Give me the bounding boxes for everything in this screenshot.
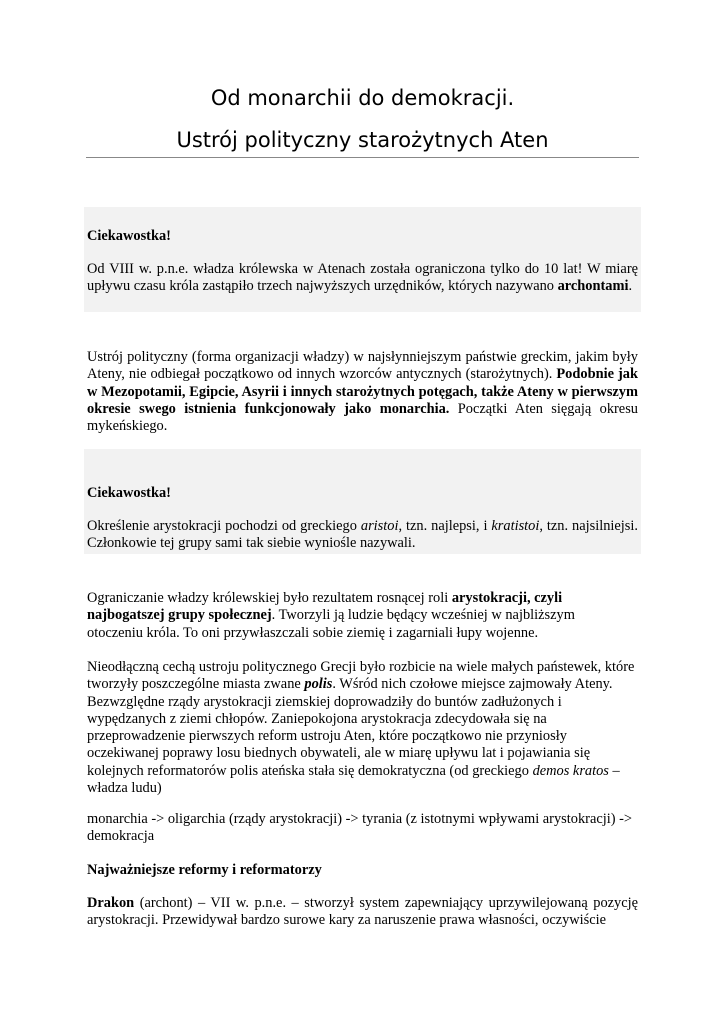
paragraph-aristocracy: Ograniczanie władzy królewskiej było rezultatem rosnącej roli arystokracji, czyli najbogatszej grupy społecznej. Tworzyli ją ludzie będący wcześniej w najbliższym otoczeniu króla. To oni przywłaszczali sobie ziemię i zagarniali łupy wojenne. — [87, 590, 575, 641]
fun-fact-box-2 — [84, 449, 641, 554]
fun-fact-text-1: Od VIII w. p.n.e. władza królewska w Atenach została ograniczona tylko do 10 lat! W miarę upływu czasu króla zastąpiło trzech najwyższych urzędników, których nazywano archontami. — [87, 261, 638, 295]
paragraph-drakon: Drakon (archont) – VII w. p.n.e. – stworzył system zapewniający uprzywilejowaną pozycję arystokracji. Przewidywał bardzo surowe kary za naruszenie prawa własności, oczywiście — [87, 895, 638, 929]
paragraph-monarchy: Ustrój polityczny (forma organizacji władzy) w najsłynniejszym państwie greckim, jakim były Ateny, nie odbiegał początkowo od innych wzorców antycznych (starożytnych). Podobnie jak w Mezopotamii, Egipcie, Asyrii i innych starożytnych potęgach, także Ateny w pierwszym okresie swego istnienia funkcjonowały jako monarchia. Początki Aten sięgają okresu mykeńskiego. — [87, 349, 638, 435]
title-block — [86, 84, 639, 158]
fun-fact-box-1 — [84, 207, 641, 312]
paragraph-polis: Nieodłączną cechą ustroju politycznego Grecji było rozbicie na wiele małych państewek, które tworzyły poszczególne miasta zwane polis. Wśród nich czołowe miejsce zajmowały Ateny. Bezwzględne rządy arystokracji ziemskiej doprowadziły do buntów zadłużonych i wypędzanych z ziemi chłopów. Zaniepokojona arystokracja zdecydowała się na przeprowadzenie pierwszych reform ustroju Aten, które początkowo nie przyniosły oczekiwanej poprawy losu biednych obywateli, ale w miarę upływu lat i pojawiania się kolejnych reformatorów polis ateńska stała się demokratyczna (od greckiego demos kratos – władza ludu) — [87, 659, 635, 797]
paragraph-government-sequence: monarchia -> oligarchia (rządy arystokracji) -> tyrania (z istotnymi wpływami arystokracji) -> demokracja — [87, 811, 633, 845]
fun-fact-text-2: Określenie arystokracji pochodzi od greckiego aristoi, tzn. najlepsi, i kratistoi, tzn. najsilniejsi. Członkowie tej grupy sami tak siebie wyniośle nazywali. — [87, 518, 638, 552]
section-heading-reforms: Najważniejsze reformy i reformatorzy — [87, 862, 322, 878]
fun-fact-heading-2: Ciekawostka! — [87, 485, 171, 501]
document-title: Od monarchii do demokracji. — [210, 86, 515, 110]
document-subtitle: Ustrój polityczny starożytnych Aten — [86, 126, 639, 158]
fun-fact-heading-1: Ciekawostka! — [87, 228, 171, 244]
